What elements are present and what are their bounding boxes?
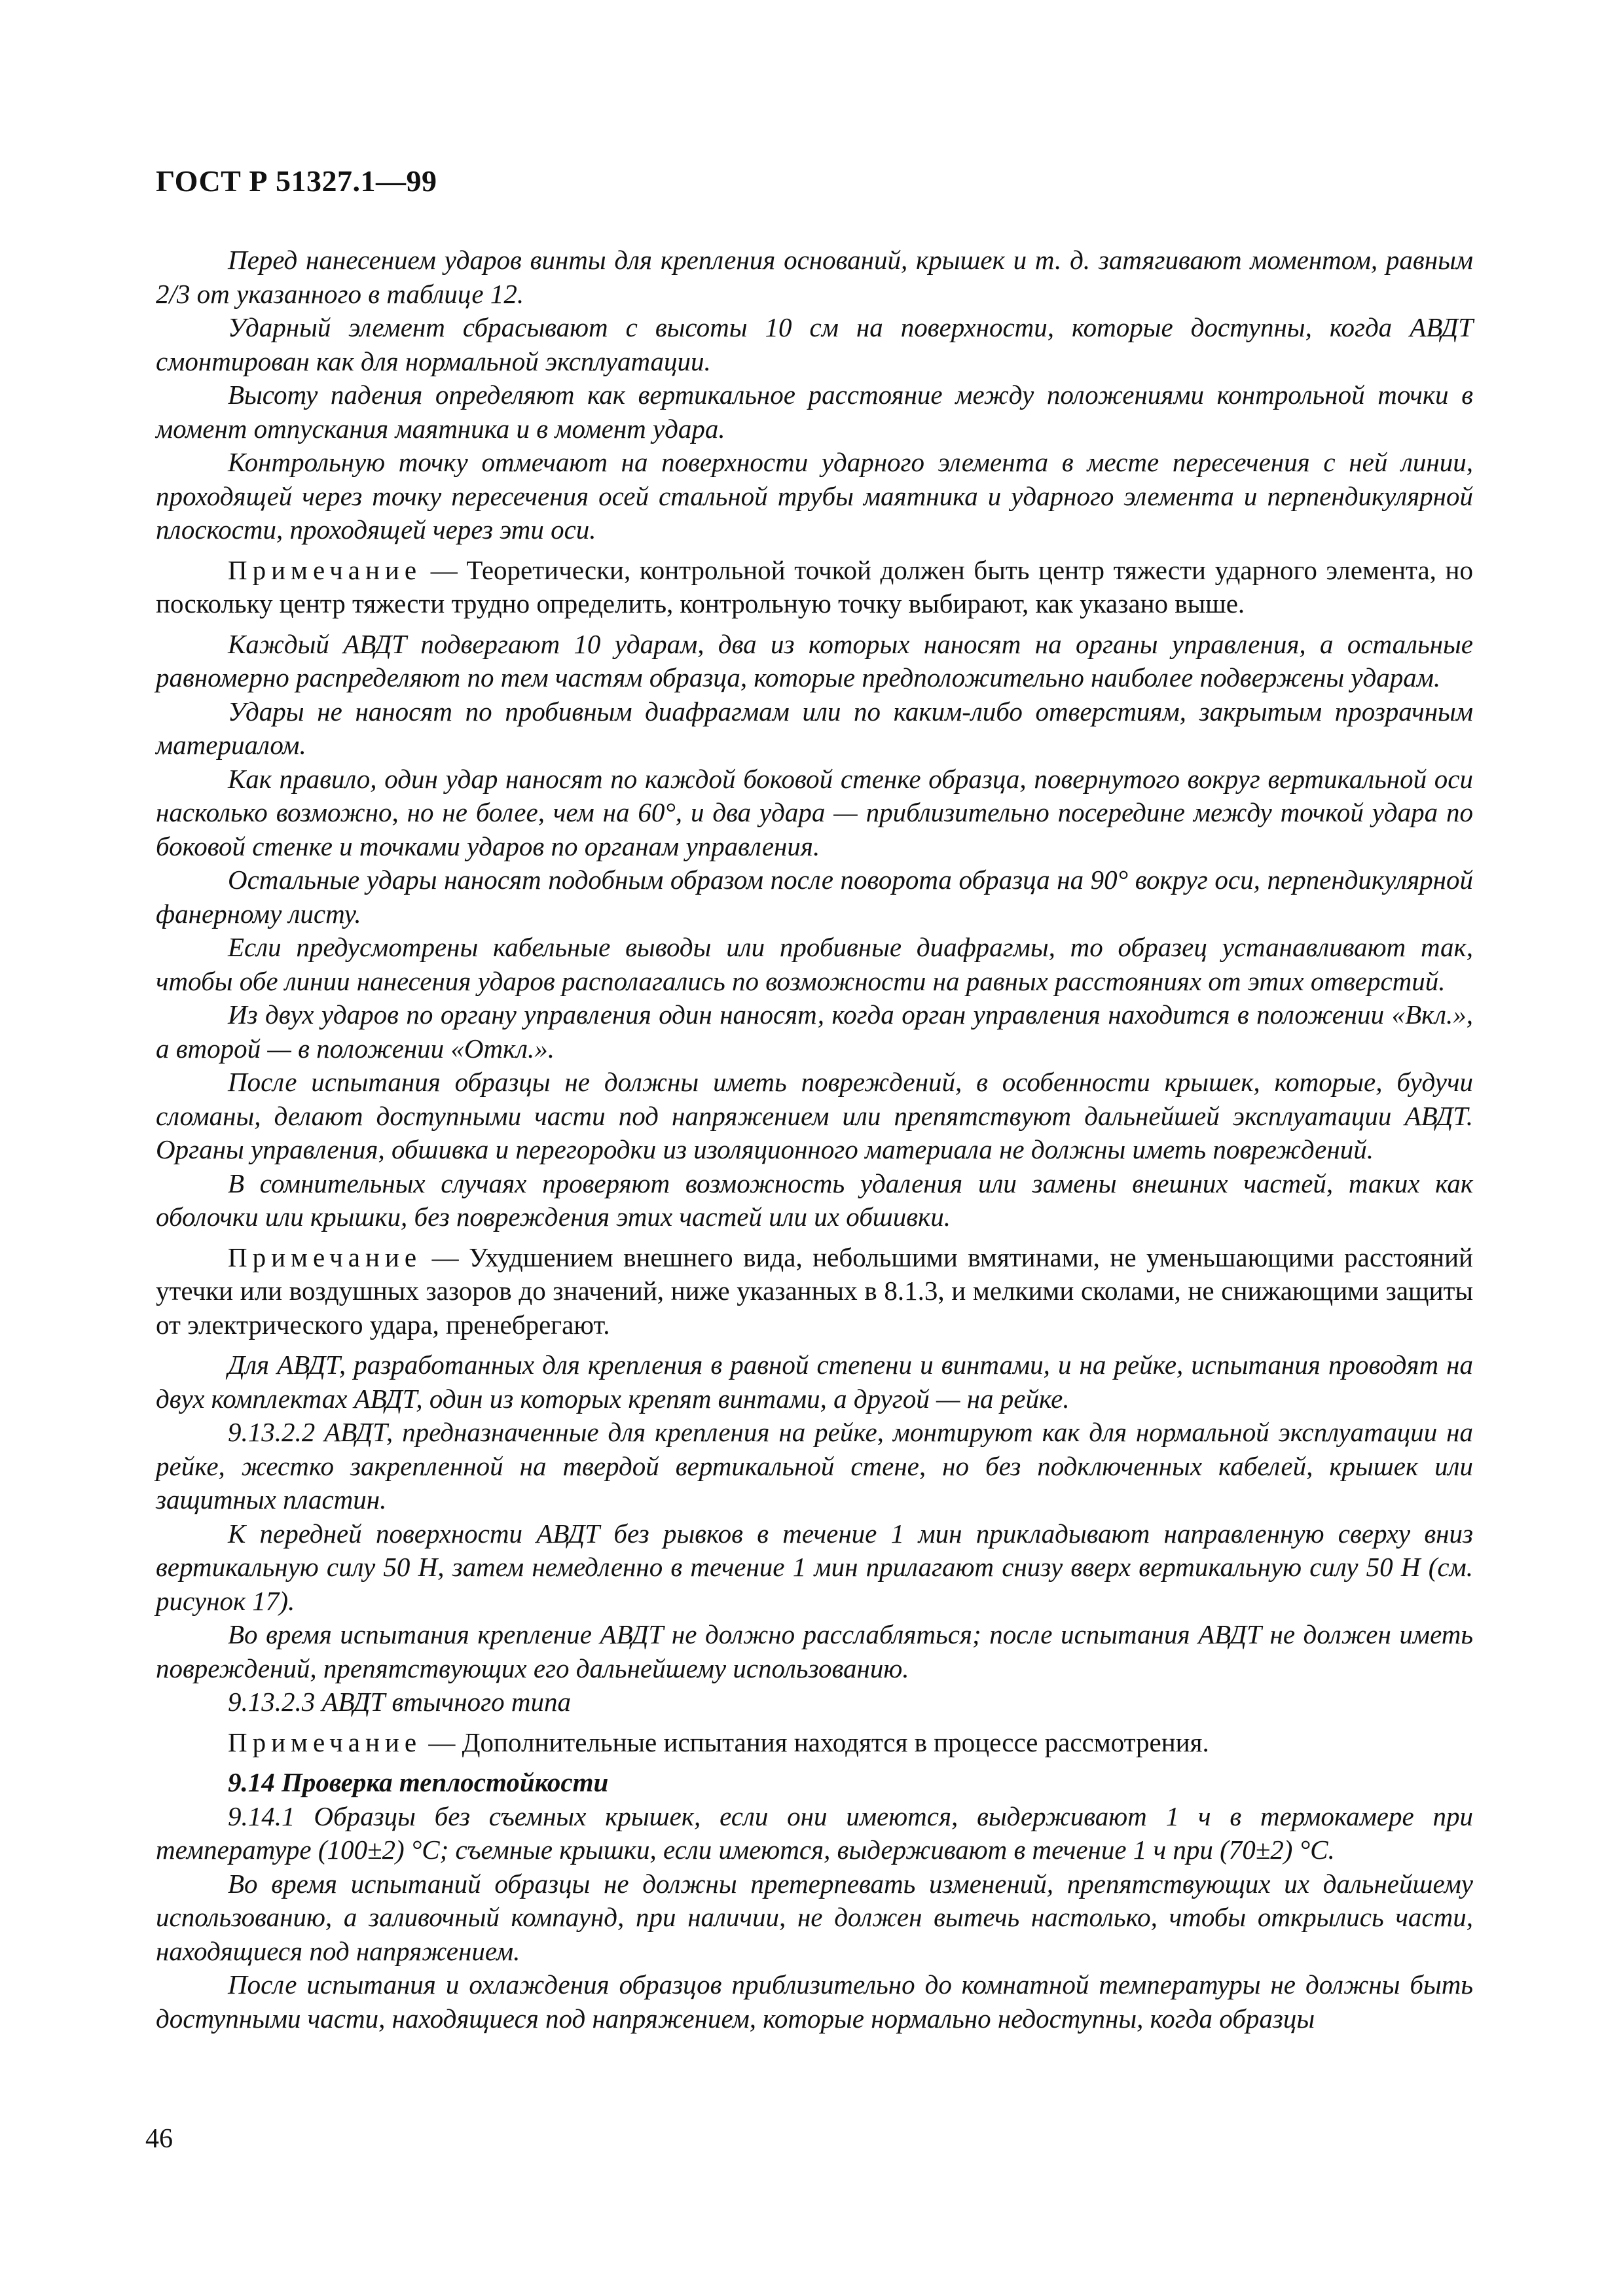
standard-code-header: ГОСТ Р 51327.1—99 (156, 164, 437, 198)
section-heading: 9.14 Проверка теплостойкости (228, 1767, 609, 1797)
paragraph: Как правило, один удар наносят по каждой боковой стенке образца, повернутого вокруг вертикальной оси насколько возможно, но не более, чем на 60°, и два удара — приблизительно посередине между точкой удара по боковой стенке и точками ударов по органам управления. (156, 763, 1473, 861)
paragraph: Во время испытания крепление АВДТ не должно расслабляться; после испытания АВДТ не должен иметь повреждений, препятствующих его дальнейшему использованию. (156, 1619, 1473, 1683)
note-label: Примечание (228, 1242, 422, 1272)
paragraph: Остальные удары наносят подобным образом после поворота образца на 90° вокруг оси, перпендикулярной фанерному листу. (156, 865, 1473, 929)
note-text: — Дополнительные испытания находятся в процессе рассмотрения. (422, 1727, 1209, 1757)
paragraph: Из двух ударов по органу управления один наносят, когда орган управления находится в положении «Вкл.», а второй — в положении «Откл.». (156, 999, 1473, 1064)
note-paragraph (156, 554, 1473, 621)
paragraph: 9.14.1 Образцы без съемных крышек, если они имеются, выдерживают 1 ч в термокамере при температуре (100±2) °C; съемные крышки, если имеются, выдерживают в течение 1 ч при (70±2) °C. (156, 1801, 1473, 1865)
paragraph: Контрольную точку отмечают на поверхности ударного элемента в месте пересечения с ней линии, проходящей через точку пересечения осей стальной трубы маятника и ударного элемента и перпендикулярной плоскости, проходящей через эти оси. (156, 447, 1473, 545)
paragraph: Во время испытаний образцы не должны претерпевать изменений, препятствующих их дальнейшему использованию, а заливочный компаунд, при наличии, не должен вытечь настолько, чтобы открылись части, находящиеся под напряжением. (156, 1868, 1473, 1966)
paragraph: Каждый АВДТ подвергают 10 ударам, два из которых наносят на органы управления, а остальные равномерно распределяют по тем частям образца, которые предположительно наиболее подвержены ударам. (156, 628, 1473, 692)
paragraph: Перед нанесением ударов винты для крепления оснований, крышек и т. д. затягивают моментом, равным 2/3 от указанного в таблице 12. (156, 245, 1473, 309)
paragraph: 9.13.2.3 АВДТ втычного типа (228, 1687, 571, 1717)
note-text: — Ухудшением внешнего вида, небольшими вмятинами, не уменьшающими расстояний утечки или воздушных зазоров до значений, ниже указанных в 8.1.3, и мелкими сколами, не снижающими защиты от электрического удара, пренебрегают. (156, 1242, 1473, 1340)
paragraph: В сомнительных случаях проверяют возможность удаления или замены внешних частей, таких как оболочки или крышки, без повреждения этих частей или их обшивки. (156, 1168, 1473, 1232)
paragraph: Для АВДТ, разработанных для крепления в равной степени и винтами, и на рейке, испытания проводят на двух комплектах АВДТ, один из которых крепят винтами, а другой — на рейке. (156, 1350, 1473, 1414)
paragraph: Если предусмотрены кабельные выводы или пробивные диафрагмы, то образец устанавливают так, чтобы обе линии нанесения ударов располагались по возможности на равных расстояниях от этих отверстий. (156, 932, 1473, 996)
body-text (156, 243, 1473, 2036)
note-text: — Теоретически, контрольной точкой должен быть центр тяжести ударного элемента, но поскольку центр тяжести трудно определить, контрольную точку выбирают, как указано выше. (156, 554, 1473, 619)
paragraph: 9.13.2.2 АВДТ, предназначенные для крепления на рейке, монтируют как для нормальной эксплуатации на рейке, жестко закрепленной на твердой вертикальной стене, но без подключенных кабелей, крышек или защитных пластин. (156, 1417, 1473, 1515)
note-label: Примечание (228, 554, 422, 585)
page-number: 46 (145, 2124, 173, 2154)
note-label: Примечание (228, 1727, 422, 1757)
paragraph: После испытания образцы не должны иметь повреждений, в особенности крышек, которые, будучи сломаны, делают доступными части под напряжением или препятствуют дальнейшей эксплуатации АВДТ. Органы управления, обшивка и перегородки из изоляционного материала не должны иметь повреждений. (156, 1067, 1473, 1164)
note-paragraph (156, 1241, 1473, 1342)
paragraph: После испытания и охлаждения образцов приблизительно до комнатной температуры не должны быть доступными части, находящиеся под напряжением, которые нормально недоступны, когда образцы (156, 1969, 1473, 2034)
paragraph: Удары не наносят по пробивным диафрагмам или по каким-либо отверстиям, закрытым прозрачным материалом. (156, 696, 1473, 760)
note-paragraph (156, 1726, 1473, 1760)
paragraph: Высоту падения определяют как вертикальное расстояние между положениями контрольной точки в момент отпускания маятника и в момент удара. (156, 380, 1473, 444)
paragraph: К передней поверхности АВДТ без рывков в течение 1 мин прикладывают направленную сверху вниз вертикальную силу 50 Н, затем немедленно в течение 1 мин прилагают снизу вверх вертикальную силу 50 Н (см. рисунок 17). (156, 1518, 1473, 1616)
paragraph: Ударный элемент сбрасывают с высоты 10 см на поверхности, которые доступны, когда АВДТ смонтирован как для нормальной эксплуатации. (156, 312, 1473, 376)
